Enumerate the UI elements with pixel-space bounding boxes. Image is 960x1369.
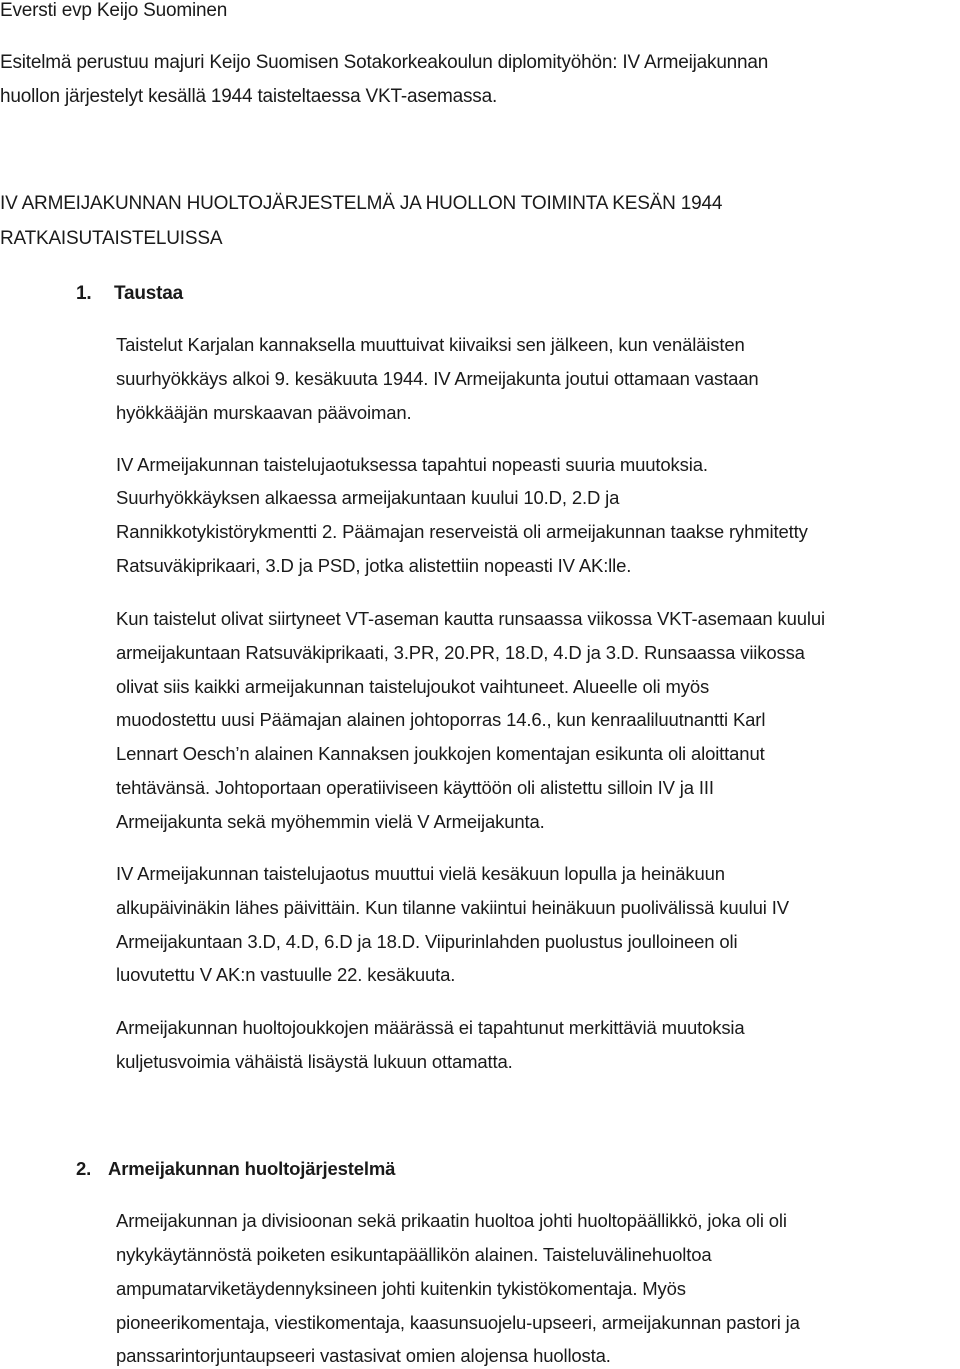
paragraph-line: Taistelut Karjalan kannaksella muuttuivat kiivaiksi sen jälkeen, kun venäläisten: [116, 334, 745, 355]
paragraph-line: tehtävänsä. Johtoportaan operatiiviseen käyttöön oli alistettu silloin IV ja III: [116, 777, 714, 798]
paragraph-line: alkupäivinäkin lähes päivittäin. Kun tilanne vakiintui heinäkuun puolivälissä kuului IV: [116, 897, 789, 918]
title-line: IV ARMEIJAKUNNAN HUOLTOJÄRJESTELMÄ JA HUOLLON TOIMINTA KESÄN 1944: [0, 193, 723, 214]
paragraph-line: panssarintorjuntaupseeri vastasivat omien alojensa huollosta.: [116, 1345, 611, 1366]
paragraph-line: Armeijakuntaan 3.D, 4.D, 6.D ja 18.D. Viipurinlahden puolustus joulloineen oli: [116, 931, 738, 952]
paragraph-line: muodostettu uusi Päämajan alainen johtoporras 14.6., kun kenraaliluutnantti Karl: [116, 709, 766, 730]
paragraph-line: kuljetusvoimia vähäistä lisäystä lukuun ottamatta.: [116, 1051, 513, 1072]
title-line: RATKAISUTAISTELUISSA: [0, 228, 223, 249]
paragraph-line: suurhyökkäys alkoi 9. kesäkuuta 1944. IV Armeijakunta joutui ottamaan vastaan: [116, 368, 759, 389]
intro-line: Esitelmä perustuu majuri Keijo Suomisen Sotakorkeakoulun diplomityöhön: IV Armeijakunnan: [0, 52, 769, 73]
paragraph-line: Suurhyökkäyksen alkaessa armeijakuntaan kuului 10.D, 2.D ja: [116, 487, 620, 508]
paragraph-line: luovutettu V AK:n vastuulle 22. kesäkuuta.: [116, 964, 456, 985]
paragraph-line: IV Armeijakunnan taistelujaotuksessa tapahtui nopeasti suuria muutoksia.: [116, 454, 708, 475]
author-line: Eversti evp Keijo Suominen: [0, 0, 228, 21]
paragraph-line: Armeijakunta sekä myöhemmin vielä V Armeijakunta.: [116, 811, 545, 832]
paragraph-line: armeijakuntaan Ratsuväkiprikaati, 3.PR, 20.PR, 18.D, 4.D ja 3.D. Runsaassa viikossa: [116, 642, 805, 663]
section-heading: Armeijakunnan huoltojärjestelmä: [108, 1158, 396, 1179]
section-number: 2.: [76, 1158, 92, 1179]
paragraph-line: Ratsuväkiprikaari, 3.D ja PSD, jotka alistettiin nopeasti IV AK:lle.: [116, 555, 632, 576]
section-heading: Taustaa: [114, 283, 183, 304]
section-number: 1.: [76, 283, 92, 304]
intro-line: huollon järjestelyt kesällä 1944 taisteltaessa VKT-asemassa.: [0, 86, 498, 107]
paragraph-line: Rannikkotykistörykmentti 2. Päämajan reserveistä oli armeijakunnan taakse ryhmitetty: [116, 521, 808, 542]
paragraph-line: Armeijakunnan ja divisioonan sekä prikaatin huoltoa johti huoltopäällikkö, joka oli oli: [116, 1210, 787, 1231]
paragraph-line: Lennart Oesch’n alainen Kannaksen joukkojen komentajan esikunta oli aloittanut: [116, 743, 765, 764]
paragraph-line: hyökkääjän murskaavan päävoiman.: [116, 402, 412, 423]
paragraph-line: Kun taistelut olivat siirtyneet VT-aseman kautta runsaassa viikossa VKT-asemaan kuului: [116, 608, 825, 629]
paragraph-line: nykykäytännöstä poiketen esikuntapäällikön alainen. Taisteluvälinehuoltoa: [116, 1244, 712, 1265]
paragraph-line: olivat siis kaikki armeijakunnan taistelujoukot vaihtuneet. Alueelle oli myös: [116, 676, 710, 697]
paragraph-line: Armeijakunnan huoltojoukkojen määrässä ei tapahtunut merkittäviä muutoksia: [116, 1017, 745, 1038]
paragraph-line: ampumatarviketäydennyksineen johti kuitenkin tykistökomentaja. Myös: [116, 1278, 686, 1299]
paragraph-line: pioneerikomentaja, viestikomentaja, kaasunsuojelu-upseeri, armeijakunnan pastori ja: [116, 1312, 800, 1333]
paragraph-line: IV Armeijakunnan taistelujaotus muuttui vielä kesäkuun lopulla ja heinäkuun: [116, 863, 725, 884]
